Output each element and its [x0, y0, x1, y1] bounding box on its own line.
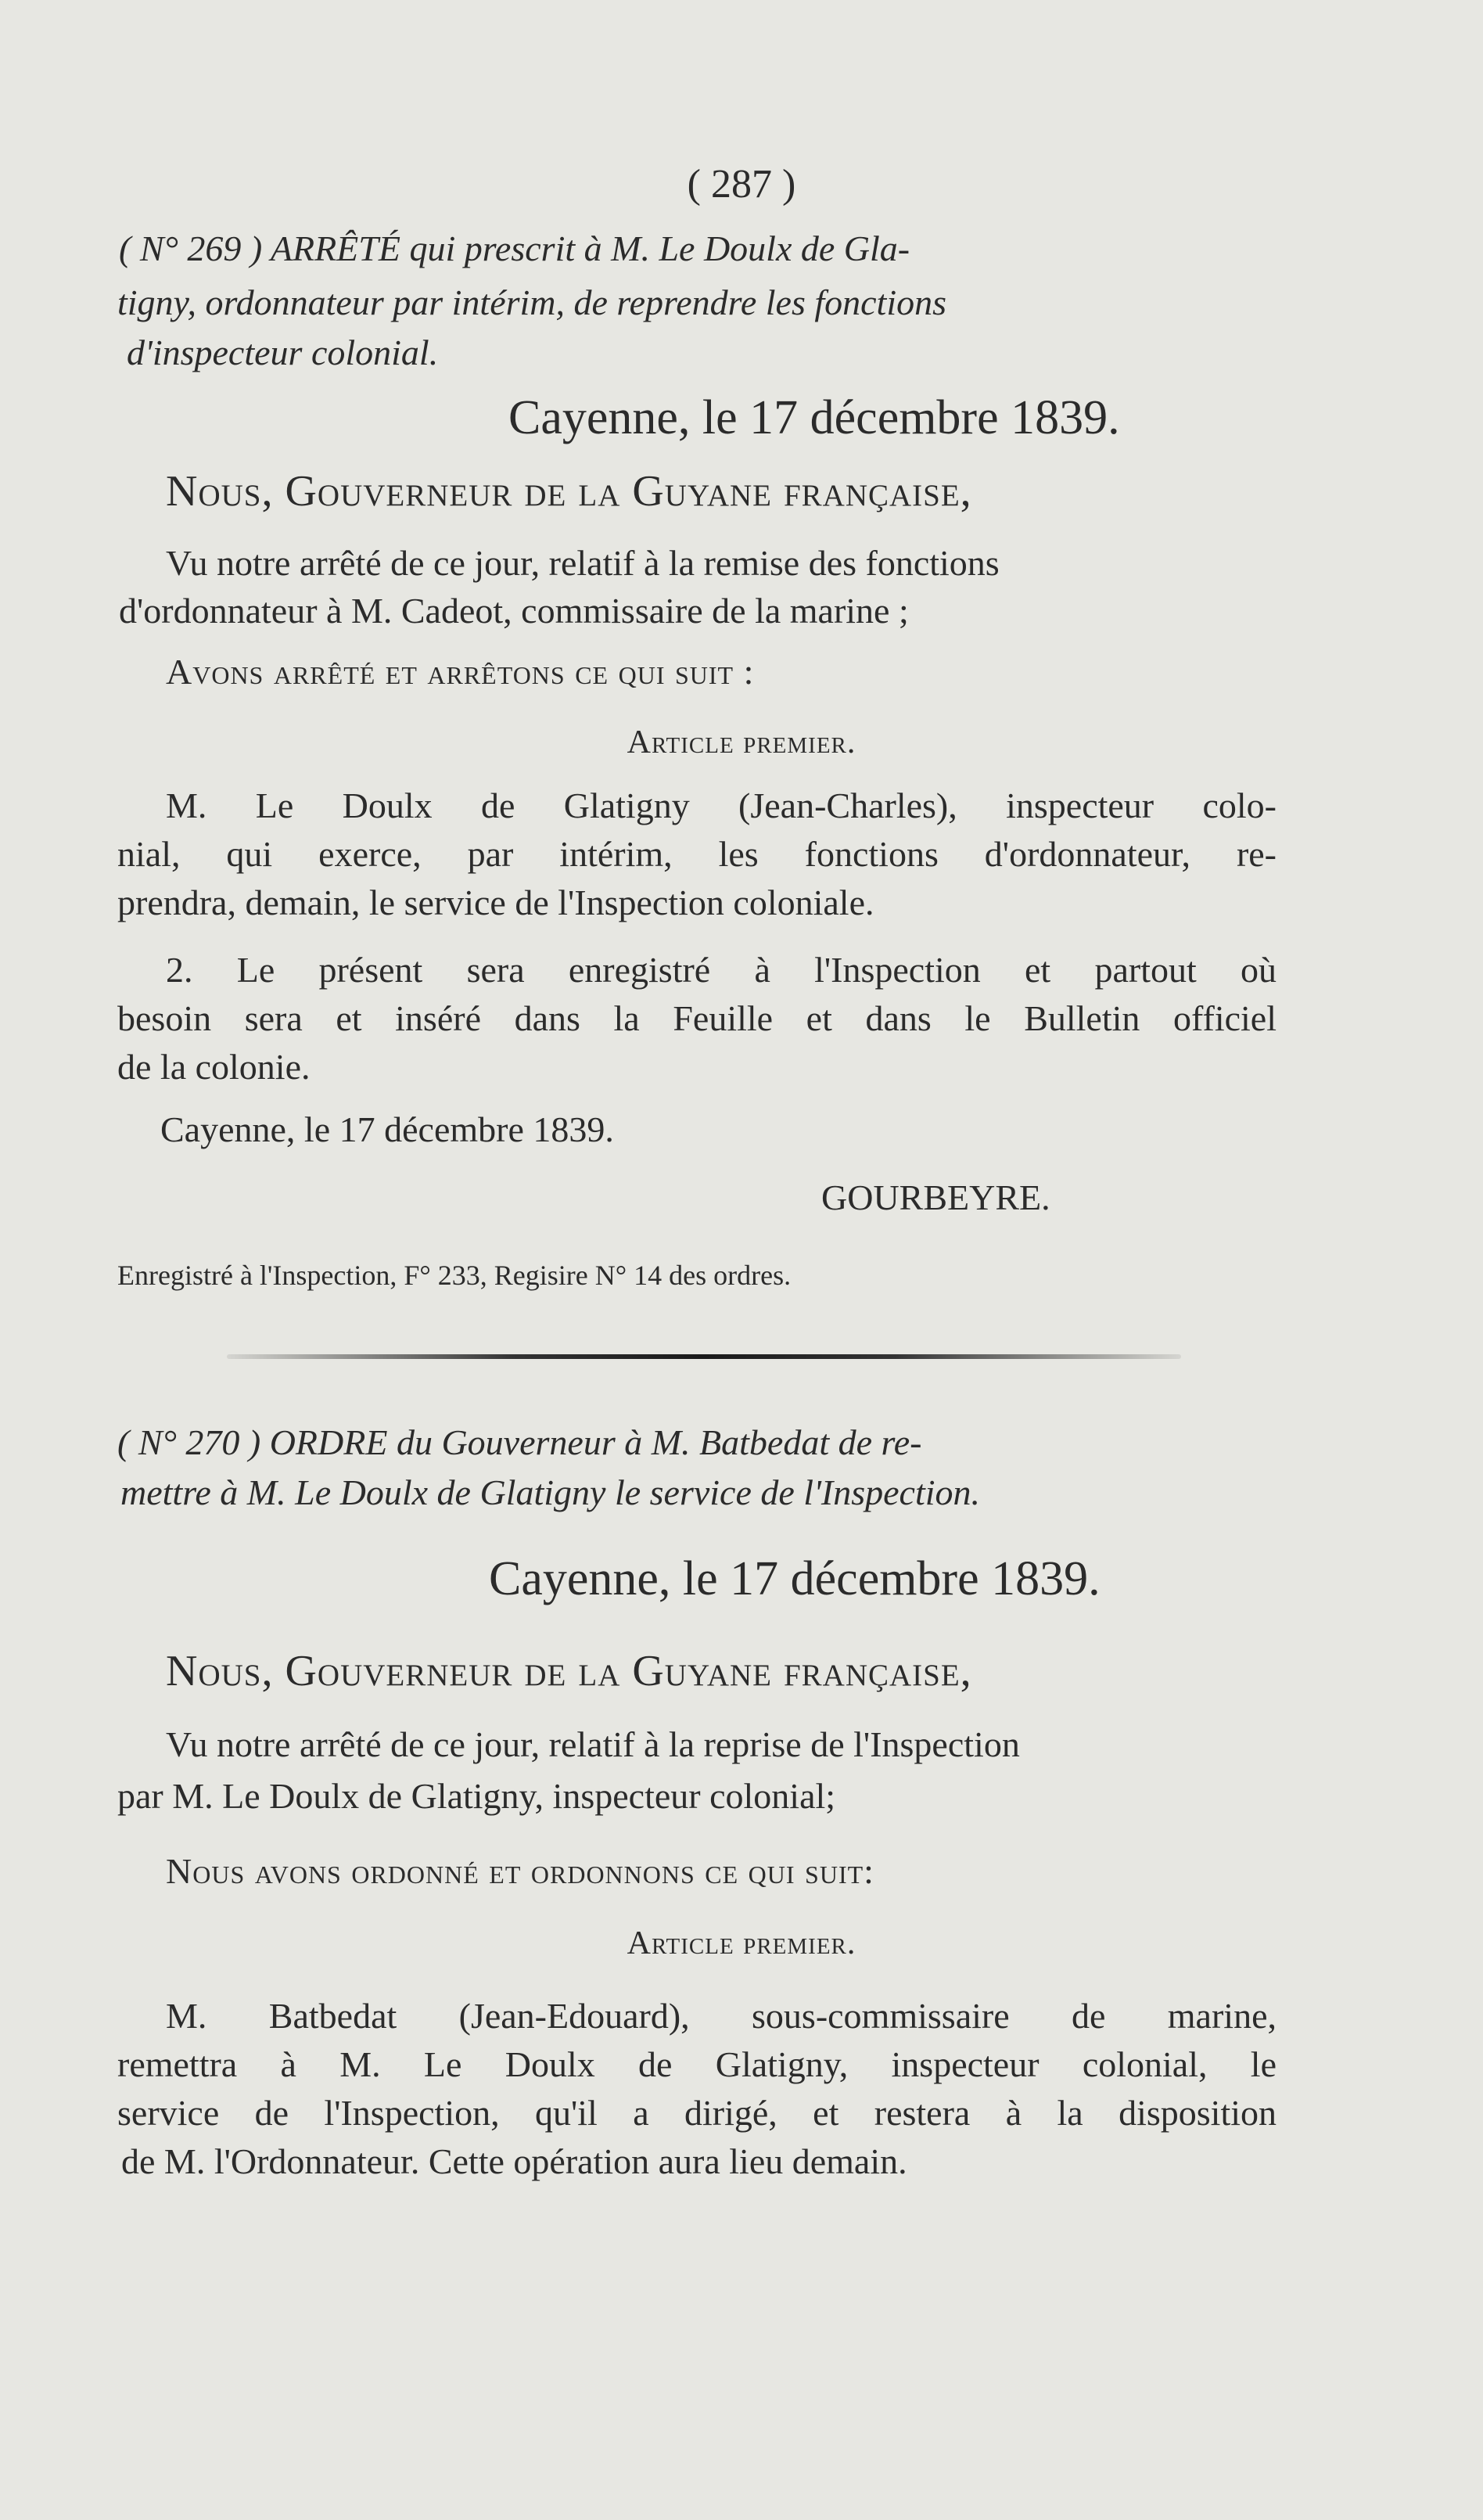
order-270-article-1-line-3: service de l'Inspection, qu'il a dirigé, et restera à la disposition	[117, 2093, 1277, 2133]
decree-269-registration-note: Enregistré à l'Inspection, F° 233, Regisire N° 14 des ordres.	[117, 1260, 792, 1291]
order-270-authority: Nous, Gouverneur de la Guyane française,	[166, 1647, 972, 1695]
order-270-article-1-line-4: de M. l'Ordonnateur. Cette opération aura lieu demain.	[121, 2141, 907, 2181]
decree-269-authority: Nous, Gouverneur de la Guyane française,	[166, 467, 972, 516]
decree-269-heading-line-2: tigny, ordonnateur par intérim, de reprendre les fonctions	[117, 282, 947, 322]
order-270-dateline: Cayenne, le 17 décembre 1839.	[489, 1552, 1101, 1605]
order-270-article-1-line-1: M. Batbedat (Jean-Edouard), sous-commissaire de marine,	[166, 1996, 1277, 2036]
order-270-article-heading: Article premier.	[627, 1925, 856, 1961]
decree-269-signature: GOURBEYRE.	[821, 1177, 1050, 1217]
decree-269-article-1-line-2: nial, qui exerce, par intérim, les fonctions d'ordonnateur, re-	[117, 834, 1277, 874]
order-270-article-1-line-2: remettra à M. Le Doulx de Glatigny, inspecteur colonial, le	[117, 2044, 1277, 2084]
decree-269-dateline: Cayenne, le 17 décembre 1839.	[508, 391, 1120, 444]
order-270-heading-line-2: mettre à M. Le Doulx de Glatigny le service de l'Inspection.	[120, 1472, 981, 1512]
decree-269-heading-line-1: ( N° 269 ) ARRÊTÉ qui prescrit à M. Le Doulx de Gla-	[119, 228, 910, 268]
section-divider	[227, 1354, 1181, 1359]
decree-269-article-2-line-3: de la colonie.	[117, 1047, 311, 1087]
decree-269-article-2-line-1: 2. Le présent sera enregistré à l'Inspection et partout où	[166, 950, 1277, 990]
decree-269-enacting-clause: Avons arrêté et arrêtons ce qui suit :	[166, 652, 755, 692]
decree-269-closing-date: Cayenne, le 17 décembre 1839.	[160, 1109, 614, 1149]
decree-269-article-1-line-1: M. Le Doulx de Glatigny (Jean-Charles), inspecteur colo-	[166, 785, 1277, 825]
decree-269-considerant-line-1: Vu notre arrêté de ce jour, relatif à la remise des fonctions	[166, 543, 1000, 583]
order-270-considerant-line-1: Vu notre arrêté de ce jour, relatif à la reprise de l'Inspection	[166, 1724, 1020, 1764]
decree-269-article-heading: Article premier.	[627, 724, 856, 760]
order-270-heading-line-1: ( N° 270 ) ORDRE du Gouverneur à M. Batbedat de re-	[117, 1422, 922, 1462]
order-270-enacting-clause: Nous avons ordonné et ordonnons ce qui suit:	[166, 1851, 874, 1891]
order-270-considerant-line-2: par M. Le Doulx de Glatigny, inspecteur colonial;	[117, 1776, 836, 1816]
decree-269-heading-line-3: d'inspecteur colonial.	[127, 333, 439, 372]
decree-269-article-2-line-2: besoin sera et inséré dans la Feuille et dans le Bulletin officiel	[117, 998, 1277, 1038]
decree-269-article-1-line-3: prendra, demain, le service de l'Inspection coloniale.	[117, 883, 874, 922]
page-number: ( 287 )	[687, 162, 796, 207]
decree-269-considerant-line-2: d'ordonnateur à M. Cadeot, commissaire de la marine ;	[119, 591, 909, 631]
